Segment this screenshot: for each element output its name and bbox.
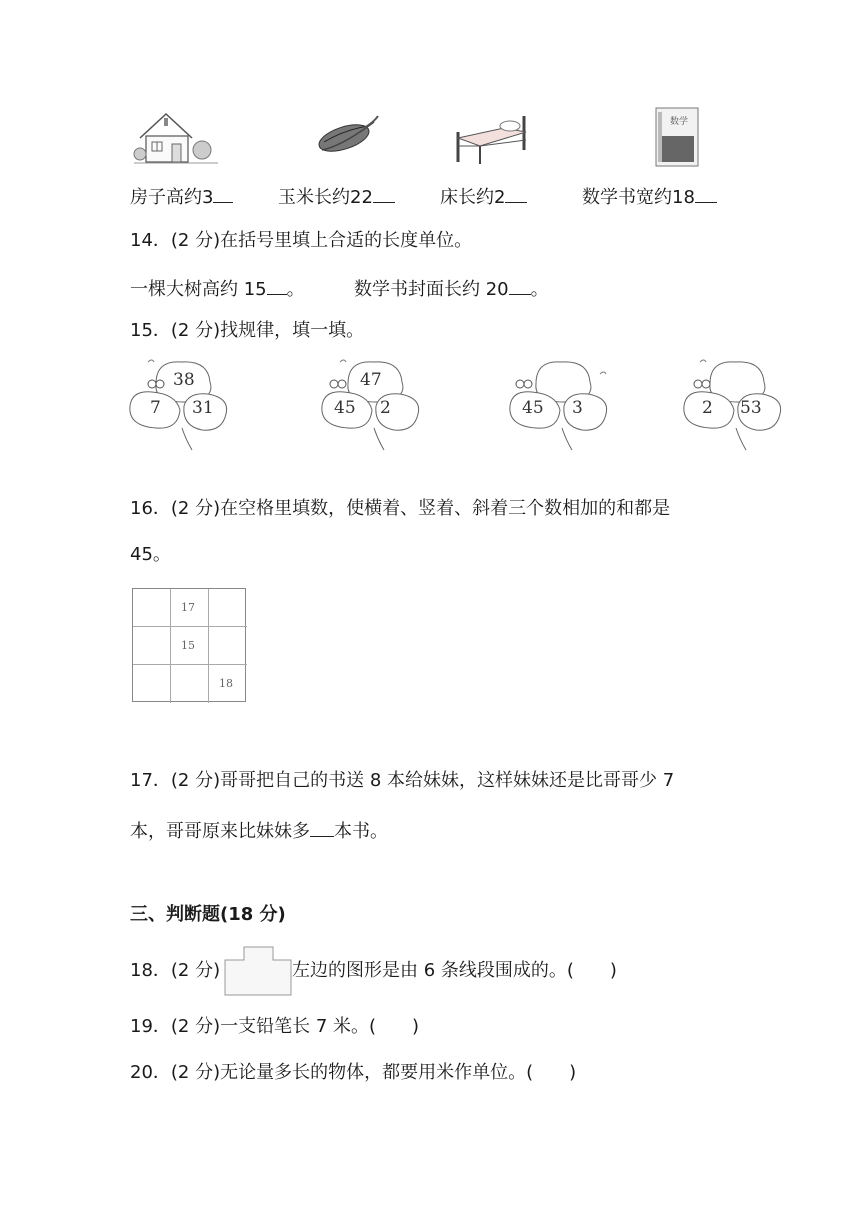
- answer-blank[interactable]: [695, 186, 717, 203]
- clover-left-number: 45: [522, 398, 544, 418]
- answer-blank[interactable]: [505, 186, 527, 203]
- q19-text: 19．(2 分)一支铅笔长 7 米。( ): [130, 1016, 420, 1037]
- section-heading: 三、判断题(18 分): [130, 904, 286, 925]
- clover-right-number: 2: [380, 398, 391, 418]
- clover-left-number: 2: [702, 398, 713, 418]
- clover-right-number: 31: [192, 398, 214, 418]
- clover-1: [126, 354, 238, 454]
- grid-cell: 17: [171, 589, 209, 627]
- q16-title-line2: 45。: [130, 544, 171, 565]
- house-caption: 房子高约3: [130, 186, 233, 207]
- q18-text: 左边的图形是由 6 条线段围成的。( ): [292, 960, 617, 981]
- clover-3: [506, 354, 618, 454]
- answer-blank[interactable]: [509, 278, 531, 295]
- house-picture: [132, 108, 220, 166]
- grid-cell: 18: [219, 677, 233, 690]
- bed-picture: [454, 110, 530, 166]
- answer-blank[interactable]: [267, 278, 287, 295]
- polygon-figure: [224, 946, 292, 996]
- answer-blank[interactable]: [373, 186, 395, 203]
- house-icon: [132, 108, 220, 166]
- clover-icon: [680, 354, 792, 454]
- grid-cell[interactable]: [133, 589, 171, 627]
- q16-title-line1: 16．(2 分)在空格里填数，使横着、竖着、斜着三个数相加的和都是: [130, 498, 671, 519]
- bed-caption: 床长约2: [440, 186, 527, 207]
- clover-top-number: 47: [360, 370, 382, 390]
- clover-top-number: 38: [173, 370, 195, 390]
- q20-text: 20．(2 分)无论量多长的物体，都要用米作单位。( ): [130, 1062, 577, 1083]
- math-book-picture: [654, 106, 702, 168]
- book-cover-title: 数学: [670, 117, 689, 127]
- clover-2: [318, 354, 430, 454]
- q14-title: 14．(2 分)在括号里填上合适的长度单位。: [130, 230, 473, 251]
- q18-prefix: 18．(2 分): [130, 960, 221, 981]
- clover-left-number: 7: [150, 398, 161, 418]
- grid-cell: 15: [171, 627, 209, 665]
- corn-caption: 玉米长约22: [278, 186, 395, 207]
- grid-cell[interactable]: [133, 627, 171, 665]
- corn-icon: [314, 112, 380, 162]
- q14-line-a: 一棵大树高约 15 。: [130, 279, 305, 300]
- polygon-shape-icon: [224, 946, 292, 996]
- q15-title: 15．(2 分)找规律，填一填。: [130, 320, 365, 341]
- grid-cell[interactable]: [209, 589, 247, 627]
- answer-blank[interactable]: [310, 820, 334, 837]
- magic-square-grid: [132, 588, 246, 702]
- q14-line-b: 数学书封面长约 20 。: [354, 279, 549, 300]
- q17-line1: 17．(2 分)哥哥把自己的书送 8 本给妹妹，这样妹妹还是比哥哥少 7: [130, 770, 675, 791]
- grid-cell[interactable]: [133, 665, 171, 703]
- clover-right-number: 53: [740, 398, 762, 418]
- grid-cell[interactable]: [171, 665, 209, 703]
- clover-4: [680, 354, 792, 454]
- q17-line2: 本，哥哥原来比妹妹多 本书。: [130, 821, 388, 842]
- clover-left-number: 45: [334, 398, 356, 418]
- book-caption: 数学书宽约18: [582, 186, 717, 207]
- bed-icon: [454, 110, 530, 166]
- answer-blank[interactable]: [213, 186, 233, 203]
- clover-icon: [126, 354, 238, 454]
- grid-cell[interactable]: [209, 627, 247, 665]
- corn-picture: [314, 112, 380, 162]
- clover-right-number: 3: [572, 398, 583, 418]
